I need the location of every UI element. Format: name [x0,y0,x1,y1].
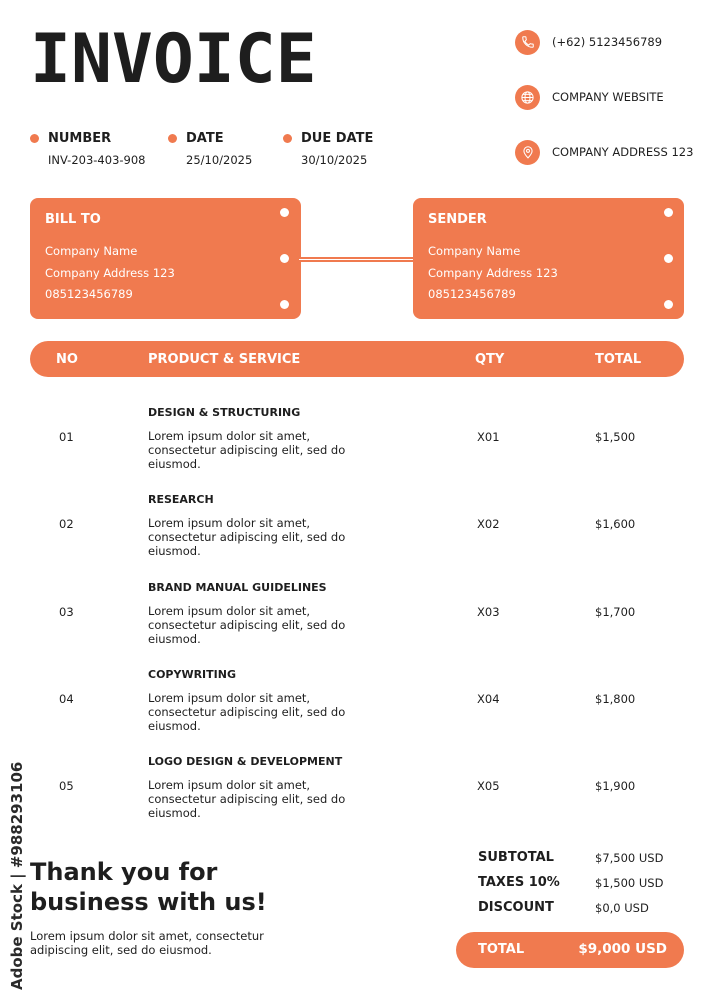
contact-website [515,84,710,110]
card-connector [299,257,415,262]
row-name: BRAND MANUAL GUIDELINES [148,581,327,594]
col-total: TOTAL [595,352,642,367]
row-no: 02 [59,517,74,531]
date-value: 25/10/2025 [186,153,253,167]
contact-address [515,139,710,165]
bullet-dot [283,134,292,143]
col-no: NO [56,352,78,367]
stock-watermark: Adobe Stock | #988293106 [8,761,26,990]
total-value: $9,000 USD [578,941,667,957]
total-pill [456,932,684,968]
col-qty: QTY [475,352,505,367]
sender-card [413,198,684,319]
row-desc: Lorem ipsum dolor sit amet, consectetur adipiscing elit, sed do eiusmod. [148,516,346,558]
row-desc: Lorem ipsum dolor sit amet, consectetur adipiscing elit, sed do eiusmod. [148,604,346,646]
thank-you-desc: Lorem ipsum dolor sit amet, consectetur adipiscing elit, sed do eiusmod. [30,929,264,957]
location-pin-icon [515,140,540,165]
row-name: DESIGN & STRUCTURING [148,406,301,419]
row-total: $1,800 [595,692,636,706]
row-desc: Lorem ipsum dolor sit amet, consectetur adipiscing elit, sed do eiusmod. [148,778,346,820]
row-desc: Lorem ipsum dolor sit amet, consectetur adipiscing elit, sed do eiusmod. [148,429,346,471]
thank-you-line-1: Thank you for [30,858,218,886]
due-date-label: DUE DATE [301,131,374,146]
row-name: COPYWRITING [148,668,236,681]
card-hole [664,300,673,309]
row-qty: X05 [477,779,500,793]
row-total: $1,600 [595,517,636,531]
sender-name: Company Name [428,244,521,258]
row-no: 01 [59,430,74,444]
bill-to-address: Company Address 123 [45,265,175,280]
taxes-label: TAXES 10% [478,875,560,890]
phone-icon [515,30,540,55]
globe-icon [515,85,540,110]
discount-label: DISCOUNT [478,900,554,915]
row-qty: X01 [477,430,500,444]
discount-value: $0,0 USD [595,901,649,915]
thank-you-heading [30,857,267,917]
row-name: RESEARCH [148,493,214,506]
subtotal-value: $7,500 USD [595,851,664,865]
meta-number [30,131,146,167]
row-total: $1,700 [595,605,636,619]
bullet-dot [168,134,177,143]
row-no: 05 [59,779,74,793]
table-header [30,341,684,377]
row-name: LOGO DESIGN & DEVELOPMENT [148,755,343,768]
number-label: NUMBER [48,131,112,146]
meta-due-date [283,131,373,167]
col-product: PRODUCT & SERVICE [148,352,301,367]
row-no: 03 [59,605,74,619]
bill-to-name: Company Name [45,244,138,258]
card-hole [280,208,289,217]
row-total: $1,500 [595,430,636,444]
number-value: INV-203-403-908 [48,153,146,167]
bill-to-phone: 085123456789 [45,287,133,301]
bill-to-card [30,198,301,319]
sender-heading: SENDER [428,212,487,227]
row-no: 04 [59,692,74,706]
bill-to-heading: BILL TO [45,212,101,227]
row-qty: X04 [477,692,500,706]
contact-website-text: COMPANY WEBSITE [552,90,664,104]
date-label: DATE [186,131,224,146]
table-row [0,668,713,738]
card-hole [664,254,673,263]
row-desc: Lorem ipsum dolor sit amet, consectetur adipiscing elit, sed do eiusmod. [148,691,346,733]
taxes-value: $1,500 USD [595,876,664,890]
table-row [0,493,713,563]
row-qty: X03 [477,605,500,619]
bullet-dot [30,134,39,143]
due-date-value: 30/10/2025 [301,153,368,167]
meta-date [168,131,252,167]
subtotal-label: SUBTOTAL [478,850,554,865]
contact-phone [515,29,710,55]
sender-phone: 085123456789 [428,287,516,301]
card-hole [664,208,673,217]
row-qty: X02 [477,517,500,531]
table-row [0,581,713,651]
card-hole [280,300,289,309]
contact-address-text: COMPANY ADDRESS 123 [552,145,694,159]
thank-you-line-2: business with us! [30,888,267,916]
table-row [0,406,713,476]
contact-phone-text: (+62) 5123456789 [552,35,663,49]
sender-address: Company Address 123 [428,265,558,280]
row-total: $1,900 [595,779,636,793]
table-row [0,755,713,825]
total-label: TOTAL [478,942,525,957]
card-hole [280,254,289,263]
invoice-title: INVOICE [30,20,317,99]
